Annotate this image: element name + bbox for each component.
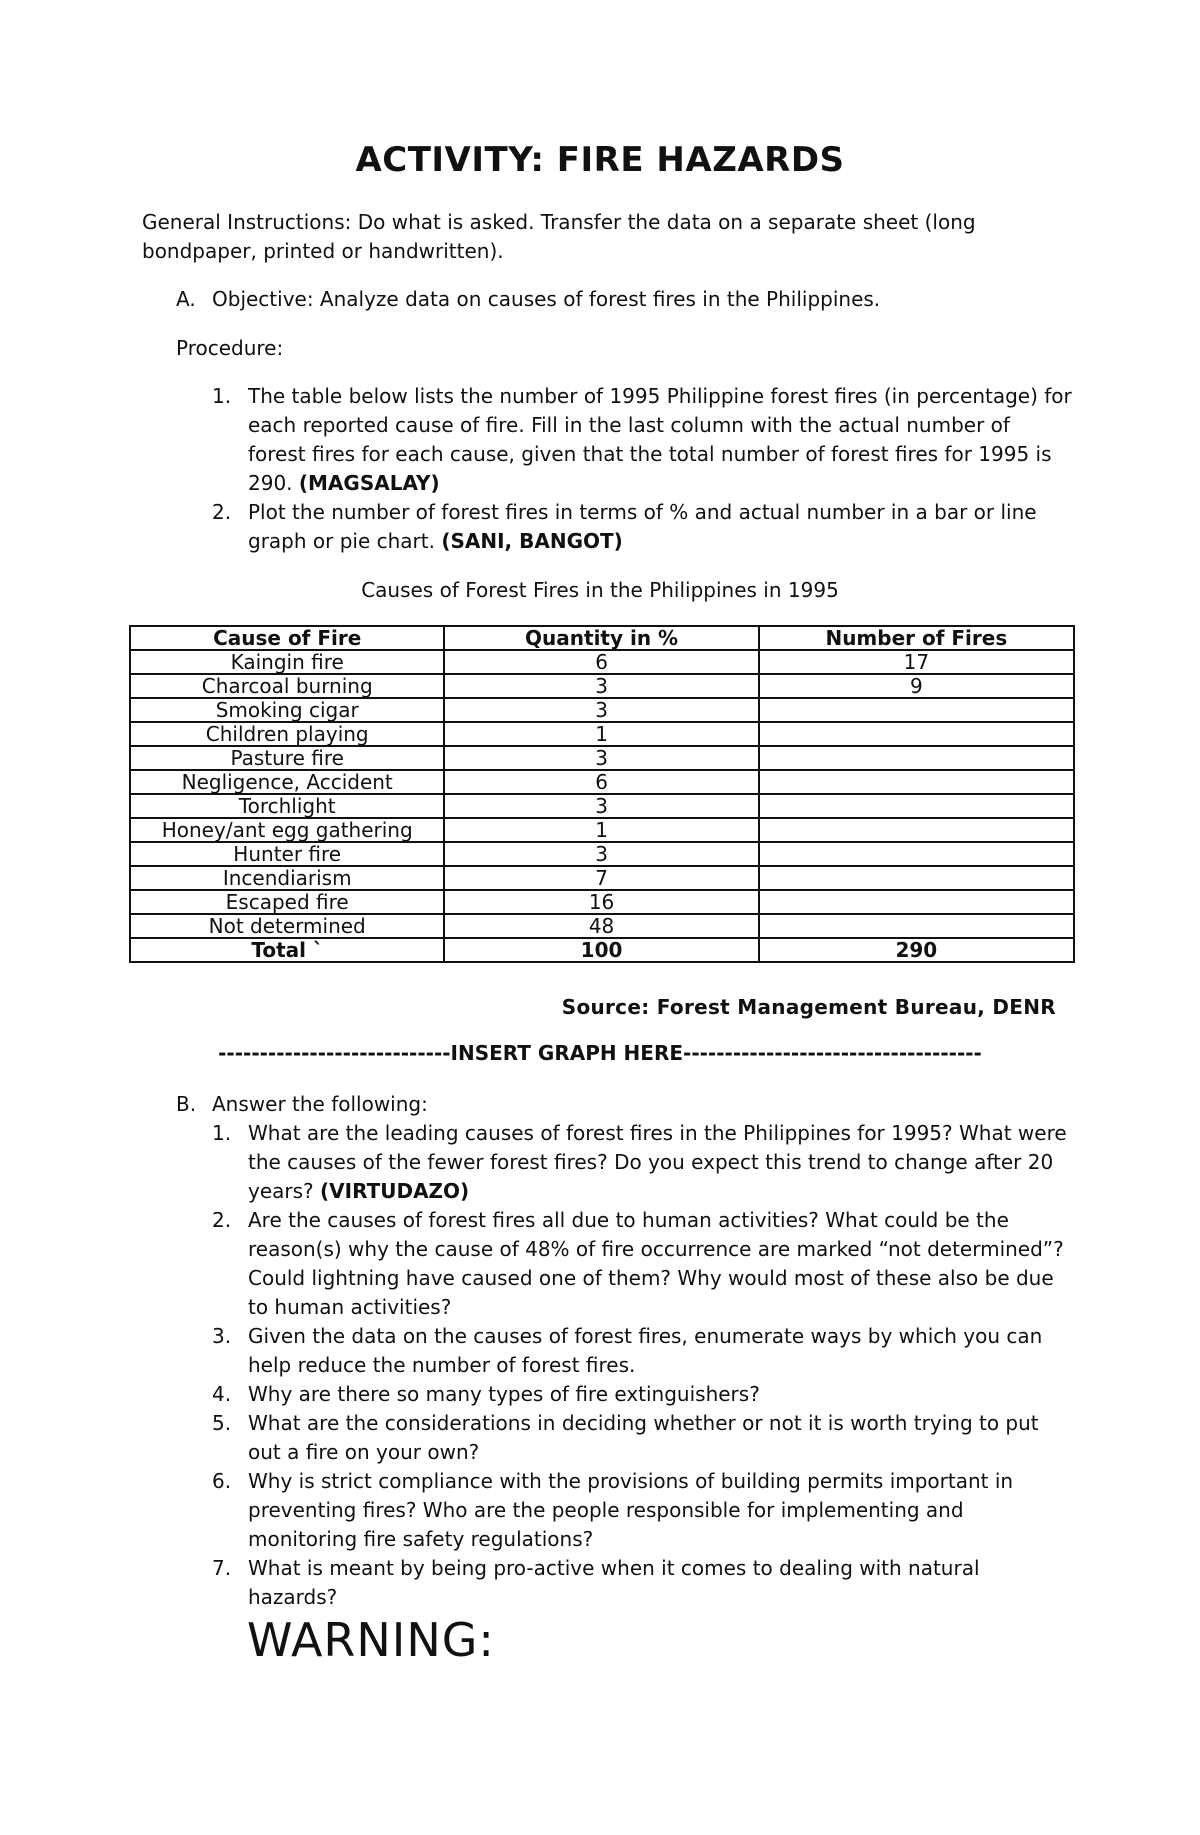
cause-cell: Honey/ant egg gathering <box>130 818 444 842</box>
question-item <box>212 1322 1072 1380</box>
question-number: 7. <box>212 1556 232 1580</box>
table-row <box>130 770 1074 794</box>
section-b-heading: Answer the following: <box>212 1092 428 1116</box>
insert-graph-placeholder: ----------------------------INSERT GRAPH HERE------------------------------------ <box>218 1041 982 1065</box>
fires-cell[interactable] <box>759 890 1074 914</box>
question-text: What is meant by being pro-active when it comes to dealing with natural hazards? <box>248 1556 980 1609</box>
question-item <box>212 1206 1072 1322</box>
procedure-step <box>212 382 1072 498</box>
question-number: 3. <box>212 1324 232 1348</box>
table-row <box>130 698 1074 722</box>
step-text: The table below lists the number of 1995 Philippine forest fires (in percentage) for each reported cause of fire. Fill in the last column with the actual number of forest fires for each cause, given that the total number of forest fires for 1995 is 290. <box>248 384 1072 495</box>
cause-cell: Kaingin fire <box>130 650 444 674</box>
table-row <box>130 794 1074 818</box>
step-assignee: (MAGSALAY) <box>298 471 440 495</box>
column-header-quantity: Quantity in % <box>444 626 758 650</box>
fires-cell[interactable] <box>759 722 1074 746</box>
table-row <box>130 914 1074 938</box>
table-row <box>130 890 1074 914</box>
table-caption: Causes of Forest Fires in the Philippines in 1995 <box>361 578 839 602</box>
question-number: 6. <box>212 1469 232 1493</box>
forest-fire-table <box>129 625 1075 963</box>
table-row <box>130 842 1074 866</box>
question-text: What are the leading causes of forest fires in the Philippines for 1995? What were the causes of the fewer forest fires? Do you expect this trend to change after 20 years? <box>248 1121 1067 1203</box>
fires-cell[interactable] <box>759 770 1074 794</box>
warning-heading: WARNING: <box>247 1613 495 1667</box>
fires-cell[interactable] <box>759 698 1074 722</box>
section-b-letter: B. <box>176 1092 197 1116</box>
section-a-objective: Objective: Analyze data on causes of forest fires in the Philippines. <box>212 287 881 311</box>
question-text: Are the causes of forest fires all due to human activities? What could be the reason(s) why the cause of 48% of fire occurrence are marked “not determined”? Could lightning have caused one of them? Why would most of these also be due to human activities? <box>248 1208 1064 1319</box>
procedure-label: Procedure: <box>176 336 284 360</box>
question-assignee: (VIRTUDAZO) <box>320 1179 470 1203</box>
procedure-list <box>212 382 1072 556</box>
cause-cell: Incendiarism <box>130 866 444 890</box>
question-item <box>212 1119 1072 1206</box>
step-assignee: (SANI, BANGOT) <box>441 529 623 553</box>
cause-cell: Charcoal burning <box>130 674 444 698</box>
table-row <box>130 650 1074 674</box>
question-text: What are the considerations in deciding whether or not it is worth trying to put out a fire on your own? <box>248 1411 1039 1464</box>
question-list <box>212 1119 1072 1612</box>
cause-cell: Negligence, Accident <box>130 770 444 794</box>
percent-cell: 3 <box>444 698 758 722</box>
procedure-step <box>212 498 1072 556</box>
cause-cell: Not determined <box>130 914 444 938</box>
cause-cell: Children playing <box>130 722 444 746</box>
page-title: ACTIVITY: FIRE HAZARDS <box>355 140 845 180</box>
percent-cell: 16 <box>444 890 758 914</box>
question-number: 4. <box>212 1382 232 1406</box>
fires-cell[interactable] <box>759 842 1074 866</box>
step-number: 1. <box>212 384 232 408</box>
question-number: 1. <box>212 1121 232 1145</box>
step-text: Plot the number of forest fires in terms of % and actual number in a bar or line graph or pie chart. <box>248 500 1037 553</box>
fires-cell[interactable] <box>759 746 1074 770</box>
question-item <box>212 1554 1072 1612</box>
question-item <box>212 1380 1072 1409</box>
percent-cell: 3 <box>444 842 758 866</box>
percent-cell: 48 <box>444 914 758 938</box>
percent-cell: 3 <box>444 674 758 698</box>
fires-cell[interactable]: 17 <box>759 650 1074 674</box>
question-text: Why are there so many types of fire extinguishers? <box>248 1382 760 1406</box>
table-row <box>130 674 1074 698</box>
cause-cell: Escaped fire <box>130 890 444 914</box>
question-number: 2. <box>212 1208 232 1232</box>
fires-cell[interactable] <box>759 794 1074 818</box>
section-a-letter: A. <box>176 287 196 311</box>
cause-cell: Pasture fire <box>130 746 444 770</box>
general-instructions: General Instructions: Do what is asked. Transfer the data on a separate sheet (long bondpaper, printed or handwritten). <box>142 210 976 263</box>
percent-cell: 7 <box>444 866 758 890</box>
question-number: 5. <box>212 1411 232 1435</box>
total-percent-cell: 100 <box>444 938 758 962</box>
table-header-row <box>130 626 1074 650</box>
fires-cell[interactable] <box>759 818 1074 842</box>
question-text: Given the data on the causes of forest fires, enumerate ways by which you can help reduce the number of forest fires. <box>248 1324 1043 1377</box>
cause-cell: Smoking cigar <box>130 698 444 722</box>
percent-cell: 6 <box>444 770 758 794</box>
cause-cell: Torchlight <box>130 794 444 818</box>
question-text: Why is strict compliance with the provisions of building permits important in preventing fires? Who are the people responsible for implementing and monitoring fire safety regulations? <box>248 1469 1014 1551</box>
percent-cell: 6 <box>444 650 758 674</box>
column-header-number: Number of Fires <box>759 626 1074 650</box>
fires-cell[interactable]: 9 <box>759 674 1074 698</box>
table-row <box>130 818 1074 842</box>
question-item <box>212 1409 1072 1467</box>
table-row <box>130 746 1074 770</box>
fires-cell[interactable] <box>759 866 1074 890</box>
total-fires-cell: 290 <box>759 938 1074 962</box>
step-number: 2. <box>212 500 232 524</box>
percent-cell: 1 <box>444 722 758 746</box>
table-source: Source: Forest Management Bureau, DENR <box>561 995 1056 1019</box>
total-label-cell: Total ` <box>130 938 444 962</box>
percent-cell: 3 <box>444 794 758 818</box>
table-total-row <box>130 938 1074 962</box>
fires-cell[interactable] <box>759 914 1074 938</box>
question-item <box>212 1467 1072 1554</box>
percent-cell: 1 <box>444 818 758 842</box>
table-row <box>130 722 1074 746</box>
percent-cell: 3 <box>444 746 758 770</box>
cause-cell: Hunter fire <box>130 842 444 866</box>
table-row <box>130 866 1074 890</box>
column-header-cause: Cause of Fire <box>130 626 444 650</box>
